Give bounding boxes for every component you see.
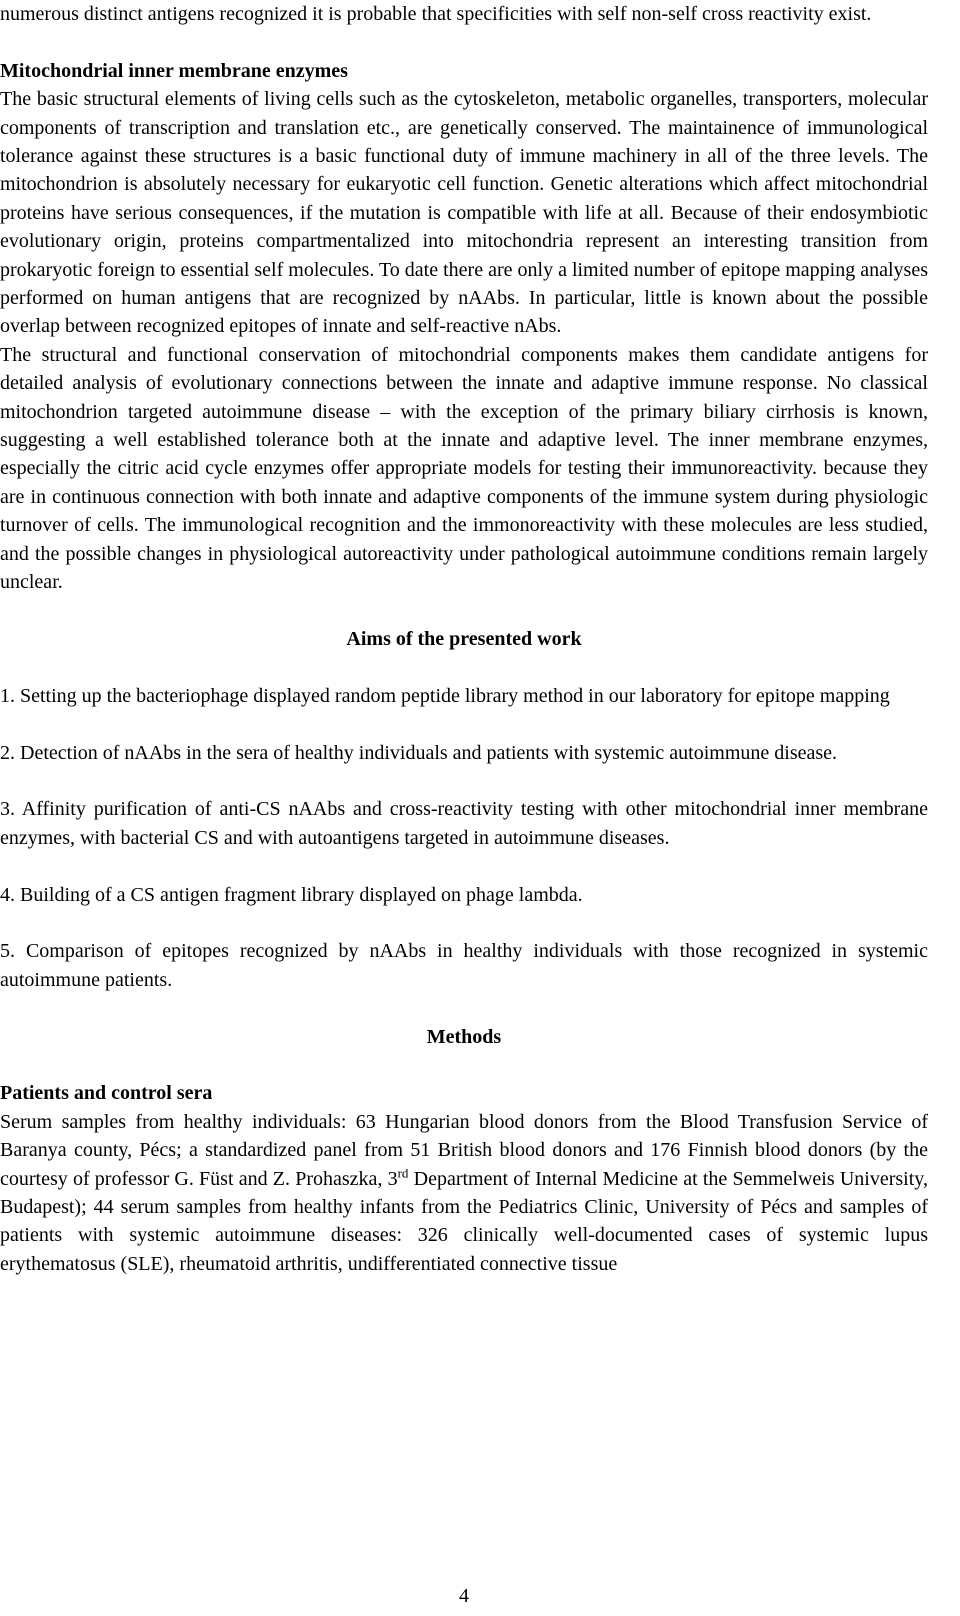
spacer [0,653,928,681]
intro-fragment: numerous distinct antigens recognized it is probable that specificities with self non-self cross reactivity exist. [0,3,872,25]
page-number: 4 [459,1585,469,1607]
spacer [0,28,928,56]
spacer [0,710,928,738]
spacer [0,1051,928,1079]
aim-item-5: 5. Comparison of epitopes recognized by nAAbs in healthy individuals with those recognized in systemic autoimmune patients. [0,940,928,991]
aims-heading: Aims of the presented work [346,627,582,650]
spacer [0,994,928,1022]
aim-item-3: 3. Affinity purification of anti-CS nAAbs and cross-reactivity testing with other mitochondrial inner membrane enzymes, with bacterial CS and with autoantigens targeted in autoimmune diseases. [0,798,928,849]
mito-section-heading: Mitochondrial inner membrane enzymes [0,59,348,82]
aim-item-4: 4. Building of a CS antigen fragment library displayed on phage lambda. [0,883,583,906]
methods-text-part-2: Department of Internal Medicine at the Semmelweis University, Budapest); 44 serum samples from healthy infants from the Pediatrics Clinic, University of Pécs and samples of patients with systemic autoimmune diseases: 326 clinically well-documented cases of systemic lupus erythematosus (SLE), rheumatoid arthritis, undifferentiated connective tissue [0,1167,928,1275]
methods-paragraph [0,1108,928,1278]
spacer [0,767,928,795]
spacer [0,597,928,625]
spacer [0,909,928,937]
aim-item-2: 2. Detection of nAAbs in the sera of healthy individuals and patients with systemic autoimmune disease. [0,741,838,764]
methods-heading: Methods [426,1025,502,1048]
aim-item-1: 1. Setting up the bacteriophage displayed random peptide library method in our laboratory for epitope mapping [0,684,890,707]
ordinal-superscript: rd [397,1164,409,1180]
mito-paragraph-1: The basic structural elements of living cells such as the cytoskeleton, metabolic organelles, transporters, molecular components of transcription and translation etc., are genetically conserved. The maintainence of immunological tolerance against these structures is a basic functional duty of immune machinery in all of the three levels. The mitochondrion is absolutely necessary for eukaryotic cell function. Genetic alterations which affect mitochondrial proteins have serious consequences, if the mutation is compatible with life at all. Because of their endosymbiotic evolutionary origin, proteins compartmentalized into mitochondria represent an interesting transition from prokaryotic foreign to essential self molecules. To date there are only a limited number of epitope mapping analyses performed on human antigens that are recognized by nAAbs. In particular, little is known about the possible overlap between recognized epitopes of innate and self-reactive nAbs. [0,88,928,338]
spacer [0,852,928,880]
mito-paragraph-2: The structural and functional conservation of mitochondrial components makes them candidate antigens for detailed analysis of evolutionary connections between the innate and adaptive immune response. No classical mitochondrion targeted autoimmune disease – with the exception of the primary biliary cirrhosis is known, suggesting a well established tolerance both at the innate and adaptive level. The inner membrane enzymes, especially the citric acid cycle enzymes offer appropriate models for testing their immunoreactivity. because they are in continuous connection with both innate and adaptive components of the immune system during physiologic turnover of cells. The immunological recognition and the immonoreactivity with these molecules are less studied, and the possible changes in physiological autoreactivity under pathological autoimmune conditions remain largely unclear. [0,343,928,594]
methods-text-part-1: Serum samples from healthy individuals: 63 Hungarian blood donors from the Blood Transfusion Service of Baranya county, Pécs; a standardized panel from 51 British blood donors and 176 Finnish blood donors (by the courtesy of professor G. Füst and Z. Prohaszka, 3 [0,1110,928,1190]
patients-subheading: Patients and control sera [0,1082,213,1105]
